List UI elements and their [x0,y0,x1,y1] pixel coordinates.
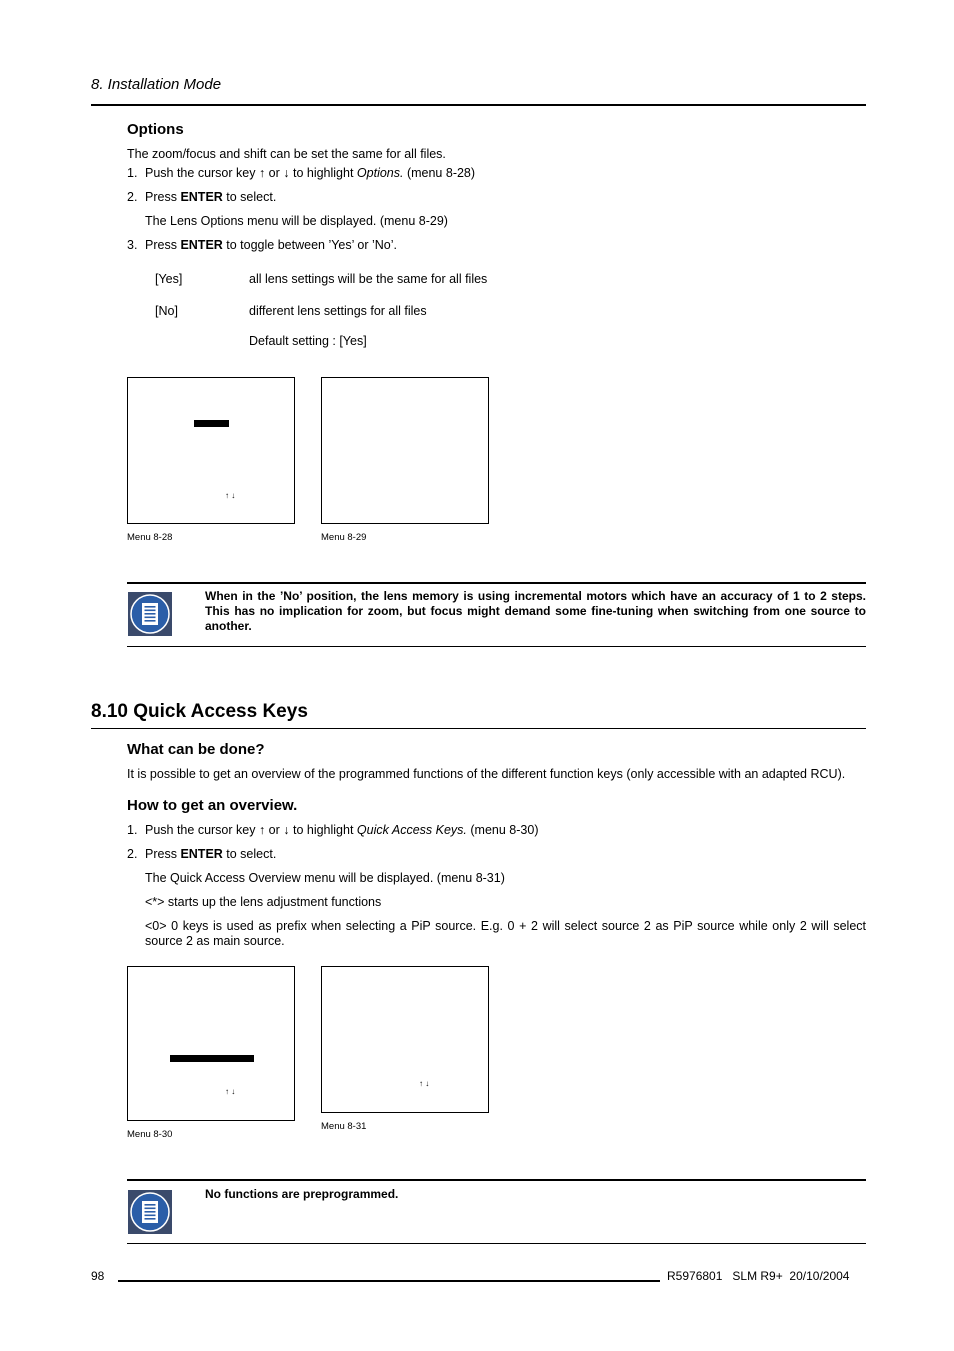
quick-step-1 [127,823,538,838]
note-text: When in the ’No’ position, the lens memory is using incremental motors which have an accuracy of 1 to 2 steps. This has no implication for zoom, but focus might demand some fine-tuning when switching from one source to another. [205,589,866,633]
options-step-2-note: The Lens Options menu will be displayed. (menu 8-29) [145,214,448,228]
section-rule [91,728,866,729]
yes-option-key: [Yes] [155,272,183,286]
options-step-1 [127,166,475,181]
page-number: 98 [91,1269,105,1283]
options-heading: Options [127,121,184,138]
step-key: ENTER [180,238,223,252]
step-number: 2. [127,190,138,204]
menu-8-31-caption: Menu 8-31 [321,1121,367,1132]
step-text: Press [145,847,181,861]
step-number: 2. [127,847,138,861]
how-heading: How to get an overview. [127,797,298,814]
yes-option-desc: all lens settings will be the same for all files [249,272,488,286]
note-bottom-rule [127,646,866,647]
step-number: 1. [127,166,138,180]
step-number: 1. [127,823,138,837]
step-text: Push the cursor key ↑ or ↓ to highlight [145,166,357,180]
chapter-header: 8. Installation Mode [91,76,222,93]
note2-bottom-rule [127,1243,866,1244]
step-text: Press [145,238,181,252]
options-intro: The zoom/focus and shift can be set the same for all files. [127,147,446,161]
step-emphasis: Quick Access Keys. [356,823,467,837]
quick-line-c: <0> 0 keys is used as prefix when selecting a PiP source. E.g. 0 + 2 will select source 2 as PiP source while only 2 will select source 2 as main source. [145,919,866,948]
footer-rule [118,1280,660,1282]
menu-8-30-screen [127,966,295,1121]
document-reference: R5976801 SLM R9+ 20/10/2004 [667,1269,850,1283]
step-text: Press [145,190,181,204]
note2-top-rule [127,1179,866,1181]
highlight-bar [194,420,229,427]
what-paragraph: It is possible to get an overview of the programmed functions of the different function keys (only accessible with an adapted RCU). [127,767,846,781]
quick-step-2 [127,847,276,862]
no-option-key: [No] [155,304,178,318]
menu-8-30-caption: Menu 8-30 [127,1129,173,1140]
default-setting: Default setting : [Yes] [249,334,367,348]
options-step-2 [127,190,276,205]
options-step-3 [127,238,397,253]
menu-8-29-screen [321,377,489,524]
note-icon [128,592,172,636]
step-key: ENTER [180,190,223,204]
step-number: 3. [127,238,138,252]
header-rule [91,104,866,106]
note-top-rule [127,582,866,584]
cursor-arrows: ↑ ↓ [225,491,236,500]
step-key: ENTER [180,847,223,861]
menu-8-28-caption: Menu 8-28 [127,532,173,543]
step-text-end: (menu 8-28) [403,166,476,180]
note2-text: No functions are preprogrammed. [205,1187,399,1201]
step-text: Push the cursor key ↑ or ↓ to highlight [145,823,357,837]
note-icon [128,1190,172,1234]
quick-line-a: The Quick Access Overview menu will be displayed. (menu 8-31) [145,871,505,885]
menu-8-28-screen [127,377,295,524]
step-text-end: (menu 8-30) [466,823,539,837]
menu-8-29-caption: Menu 8-29 [321,532,367,543]
menu-8-31-screen [321,966,489,1113]
step-text-end: to select. [222,190,277,204]
quick-line-b: <*> starts up the lens adjustment functions [145,895,382,909]
section-heading: 8.10 Quick Access Keys [91,701,308,722]
step-emphasis: Options. [356,166,404,180]
step-text-end: to toggle between ’Yes’ or ’No’. [222,238,397,252]
what-heading: What can be done? [127,741,265,758]
step-text-end: to select. [222,847,277,861]
highlight-bar [170,1055,254,1062]
cursor-arrows: ↑ ↓ [225,1087,236,1096]
cursor-arrows: ↑ ↓ [419,1079,430,1088]
no-option-desc: different lens settings for all files [249,304,427,318]
